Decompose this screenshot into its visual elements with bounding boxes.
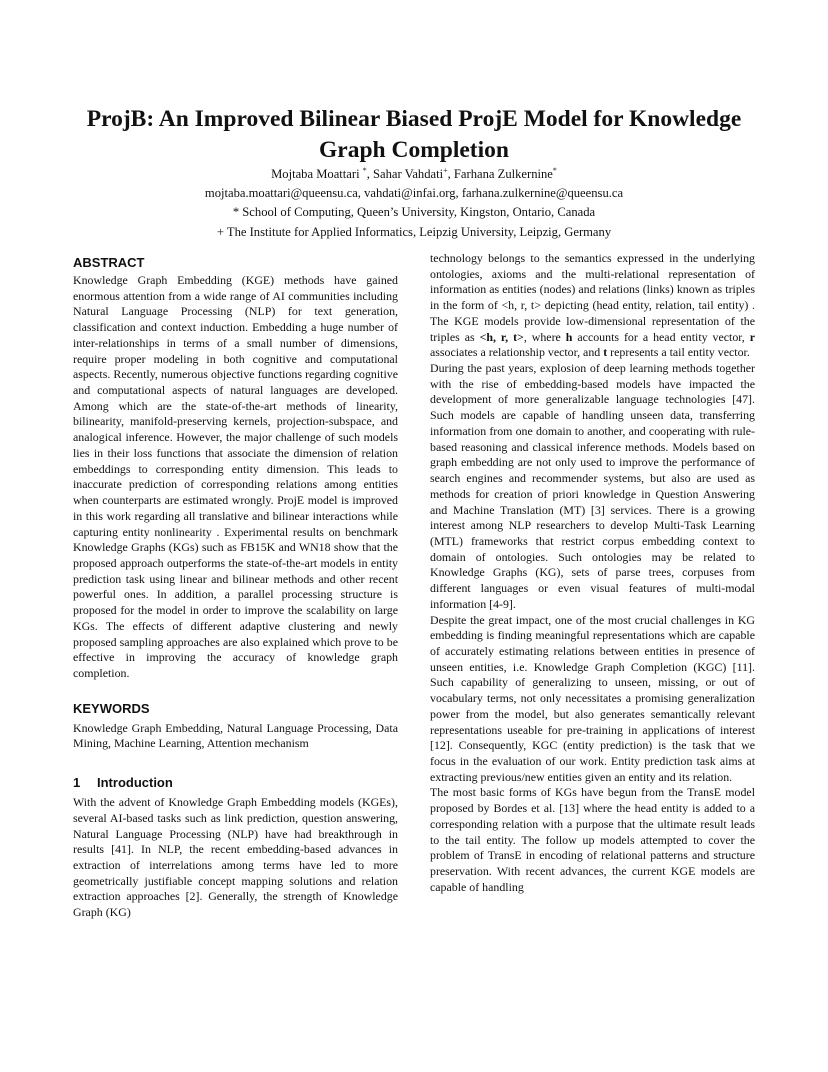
paper-title: ProjB: An Improved Bilinear Biased ProjE Model for Knowledge Graph Completion (86, 106, 742, 163)
author-2-mark: + (443, 165, 448, 175)
bold-triple: <h, r, t> (479, 329, 524, 344)
affiliation-1: * School of Computing, Queen’s University, Kingston, Ontario, Canada (232, 205, 596, 220)
affiliation-2: + The Institute for Applied Informatics, Leipzig University, Leipzig, Germany (216, 224, 612, 239)
text-run: technology belongs to the semantics expressed in the underlying ontologies, axioms and the multi-relational representation of information as entities (nodes) and relations (links) known as triples in the form of <h, r, t> depicting (head entity, relation, tail entity) . The KGE models provide low-dimensional representation of the triples as (430, 251, 755, 344)
keywords-heading: KEYWORDS (73, 700, 150, 716)
bold-r: r (749, 329, 756, 344)
introduction-heading (73, 773, 398, 793)
section-number: 1 (73, 775, 81, 791)
abstract-heading: ABSTRACT (73, 255, 145, 270)
keywords-text: Knowledge Graph Embedding, Natural Language Processing, Data Mining, Machine Learning, Attention mechanism (73, 720, 398, 751)
body-paragraph-deep-learning: During the past years, explosion of deep learning methods together with the rise of embedding-based models have impacted the development of more generalizable language technologies [47]. Such models are capable of handling unseen data, transferring information from one domain to another, and cooperating with rule-based reasoning and classical inference methods. Models based on graph embedding are not only used to improve the performance of search engines and recommender systems, but also are used as methods for creation of priori knowledge in Question Answering and Machine Translation (MT) [3] services. There is a growing interest among NLP researchers to develop Multi-Task Learning (MTL) frameworks that restrict corpus embedding context to domain of ontologies. Such ontologies may be related to Knowledge Graphs (KG), sets of parse trees, corpuses from different languages or even visual features of multi-modal information [4-9]. (430, 361, 755, 611)
author-3-mark: * (552, 165, 557, 175)
text-run: represents a tail entity vector. (607, 345, 750, 360)
bold-t: t (603, 345, 608, 360)
text-run: , where (523, 329, 566, 344)
author-1-mark: * (362, 165, 367, 175)
author-separator: , (366, 167, 374, 181)
right-column (430, 251, 755, 895)
author-2: Sahar Vahdati (373, 167, 444, 181)
author-names (100, 165, 728, 184)
author-3: Farhana Zulkernine (453, 167, 553, 181)
author-emails: mojtaba.moattari@queensu.ca, vahdati@infai.org, farhana.zulkernine@queensu.ca (204, 186, 624, 201)
body-paragraph-challenges: Despite the great impact, one of the most crucial challenges in KG embedding is finding meaningful representations which are capable of accurately estimating relations between entities in presence of unseen entities, i.e. Knowledge Graph Completion (KGC) [11]. Such capability of generalizing to unseen, missing, or out of vocabulary terms, not only necessitates a promising generalization power from the model, but also generates semantically relevant representations useable for pre-training in applications of interest [12]. Consequently, KGC (entity prediction) is the task that we focus in the evaluation of our work. Entity prediction task aims at extracting previous/new entities given an entity and its relation. (430, 612, 755, 784)
left-column (73, 253, 398, 921)
body-paragraph-triples (430, 251, 755, 361)
section-title: Introduction (97, 775, 173, 791)
text-run: accounts for a head entity vector, (572, 329, 750, 344)
body-paragraph-transe: The most basic forms of KGs have begun from the TransE model proposed by Bordes et al. [13] where the head entity is added to a corresponding relation with a purpose that the ultimate result leads to the tail entity. The follow up models attempted to cover the problem of TransE in encoding of relational patterns and structure preservation. With recent advances, the current KGE models are capable of handling (430, 785, 755, 894)
abstract-text: Knowledge Graph Embedding (KGE) methods have gained enormous attention from a wide range of AI communities including Natural Language Processing (NLP) for text generation, classification and context induction. Embedding a huge number of inter-relationships in terms of a small number of dimensions, require proper modeling in both cognitive and computational aspects. Recently, numerous objective functions regarding cognitive and computational aspects of natural languages are developed. Among which are the state-of-the-art methods of linearity, bilinearity, manifold-preserving kernels, projection-subspace, and analogical inference. However, the major challenge of such models lies in their loss functions that associate the dimension of relation embeddings to corresponding entity dimension. This leads to inaccurate prediction of corresponding relations among entities when counterparts are estimated wrongly. ProjE model is improved in this work regarding all translative and bilinear interactions while capturing entity nonlinearity . Experimental results on benchmark Knowledge Graphs (KGs) such as FB15K and WN18 show that the proposed approach outperforms the state-of-the-art models in entity prediction task using linear and bilinear methods and other recent powerful ones. In addition, a parallel processing structure is proposed for the model in order to improve the scalability on large KGs. The effects of different adaptive clustering and newly proposed sampling approaches are also explained which prove to be effective in improving the accuracy of knowledge graph completion. (73, 273, 398, 680)
author-separator: , (447, 167, 454, 181)
bold-h: h (565, 329, 573, 344)
author-block (100, 165, 728, 242)
introduction-paragraph-1: With the advent of Knowledge Graph Embedding models (KGEs), several AI-based tasks such as link prediction, question answering, Natural Language Processing (NLP) have had breakthrough in results [41]. In NLP, the recent embedding-based advances in extraction of interrelations among terms have led to more geometrically justifiable concept mapping solutions and relation extraction approaches [2]. Generally, the strength of Knowledge Graph (KG) (73, 795, 398, 920)
text-run: associates a relationship vector, and (430, 345, 604, 360)
author-1: Mojtaba Moattari (271, 167, 360, 181)
